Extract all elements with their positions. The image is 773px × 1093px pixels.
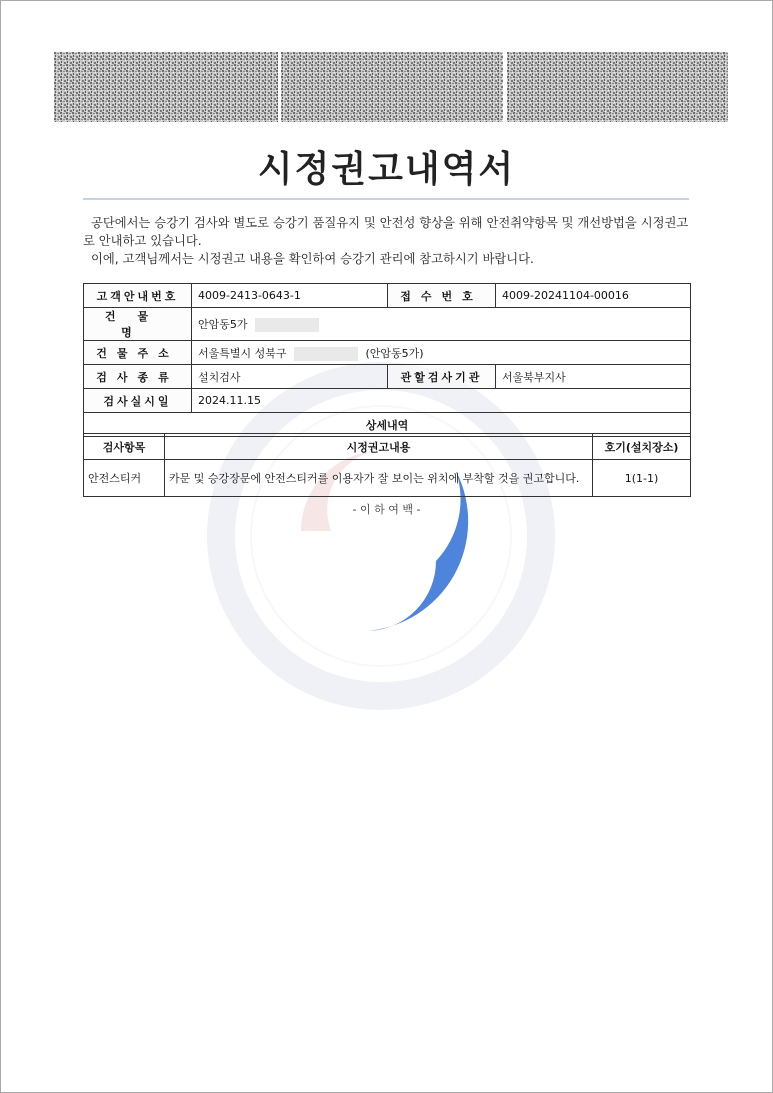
document-title: 시정권고내역서 <box>257 149 516 190</box>
security-pattern-band-right <box>507 52 728 122</box>
receipt-no-value: 4009-20241104-00016 <box>496 284 691 308</box>
redacted-block <box>294 347 358 361</box>
address-value <box>192 341 691 365</box>
table-row <box>84 460 691 497</box>
closing-mark: - 이 하 여 백 - <box>352 503 421 516</box>
customer-no-label: 고객안내번호 <box>84 284 192 308</box>
address-label: 건물주소 <box>84 341 192 365</box>
security-pattern-band-center <box>281 52 503 122</box>
inspection-date-value: 2024.11.15 <box>192 389 691 413</box>
header-location: 호기(설치장소) <box>593 434 691 460</box>
customer-no-value: 4009-2413-0643-1 <box>192 284 388 308</box>
redacted-block <box>255 318 319 332</box>
receipt-no-label: 접수번호 <box>388 284 496 308</box>
intro-paragraph-2: 이에, 고객님께서는 시정권고 내용을 확인하여 승강기 관리에 참고하시기 바랍니다. <box>91 252 534 266</box>
detail-section-title: 상세내역 <box>84 413 691 437</box>
inspection-type-value: 설치검사 <box>192 365 388 389</box>
building-label: 건물명 <box>84 308 192 341</box>
building-value <box>192 308 691 341</box>
intro-text <box>83 214 691 268</box>
detail-table <box>83 433 691 497</box>
inspection-type-label: 검사종류 <box>84 365 192 389</box>
office-value: 서울북부지사 <box>496 365 691 389</box>
row-content: 카문 및 승강장문에 안전스티커를 이용자가 잘 보이는 위치에 부착할 것을 권고합니다. <box>165 460 593 497</box>
security-pattern-band-left <box>54 52 278 122</box>
building-name: 안암동5가 <box>198 318 248 331</box>
inspection-date-label: 검사실시일 <box>84 389 192 413</box>
header-content: 시정권고내용 <box>165 434 593 460</box>
header-item: 검사항목 <box>84 434 165 460</box>
office-label: 관할검사기관 <box>388 365 496 389</box>
intro-paragraph-1: 공단에서는 승강기 검사와 별도로 승강기 품질유지 및 안전성 향상을 위해 안전취약항목 및 개선방법을 시정권고로 안내하고 있습니다. <box>83 216 689 248</box>
row-item: 안전스티커 <box>84 460 165 497</box>
address-city: 서울특별시 성북구 <box>198 346 287 360</box>
title-divider <box>83 198 689 200</box>
info-table <box>83 283 691 437</box>
address-dong: (안암동5가) <box>365 346 424 360</box>
row-location: 1(1-1) <box>593 460 691 497</box>
